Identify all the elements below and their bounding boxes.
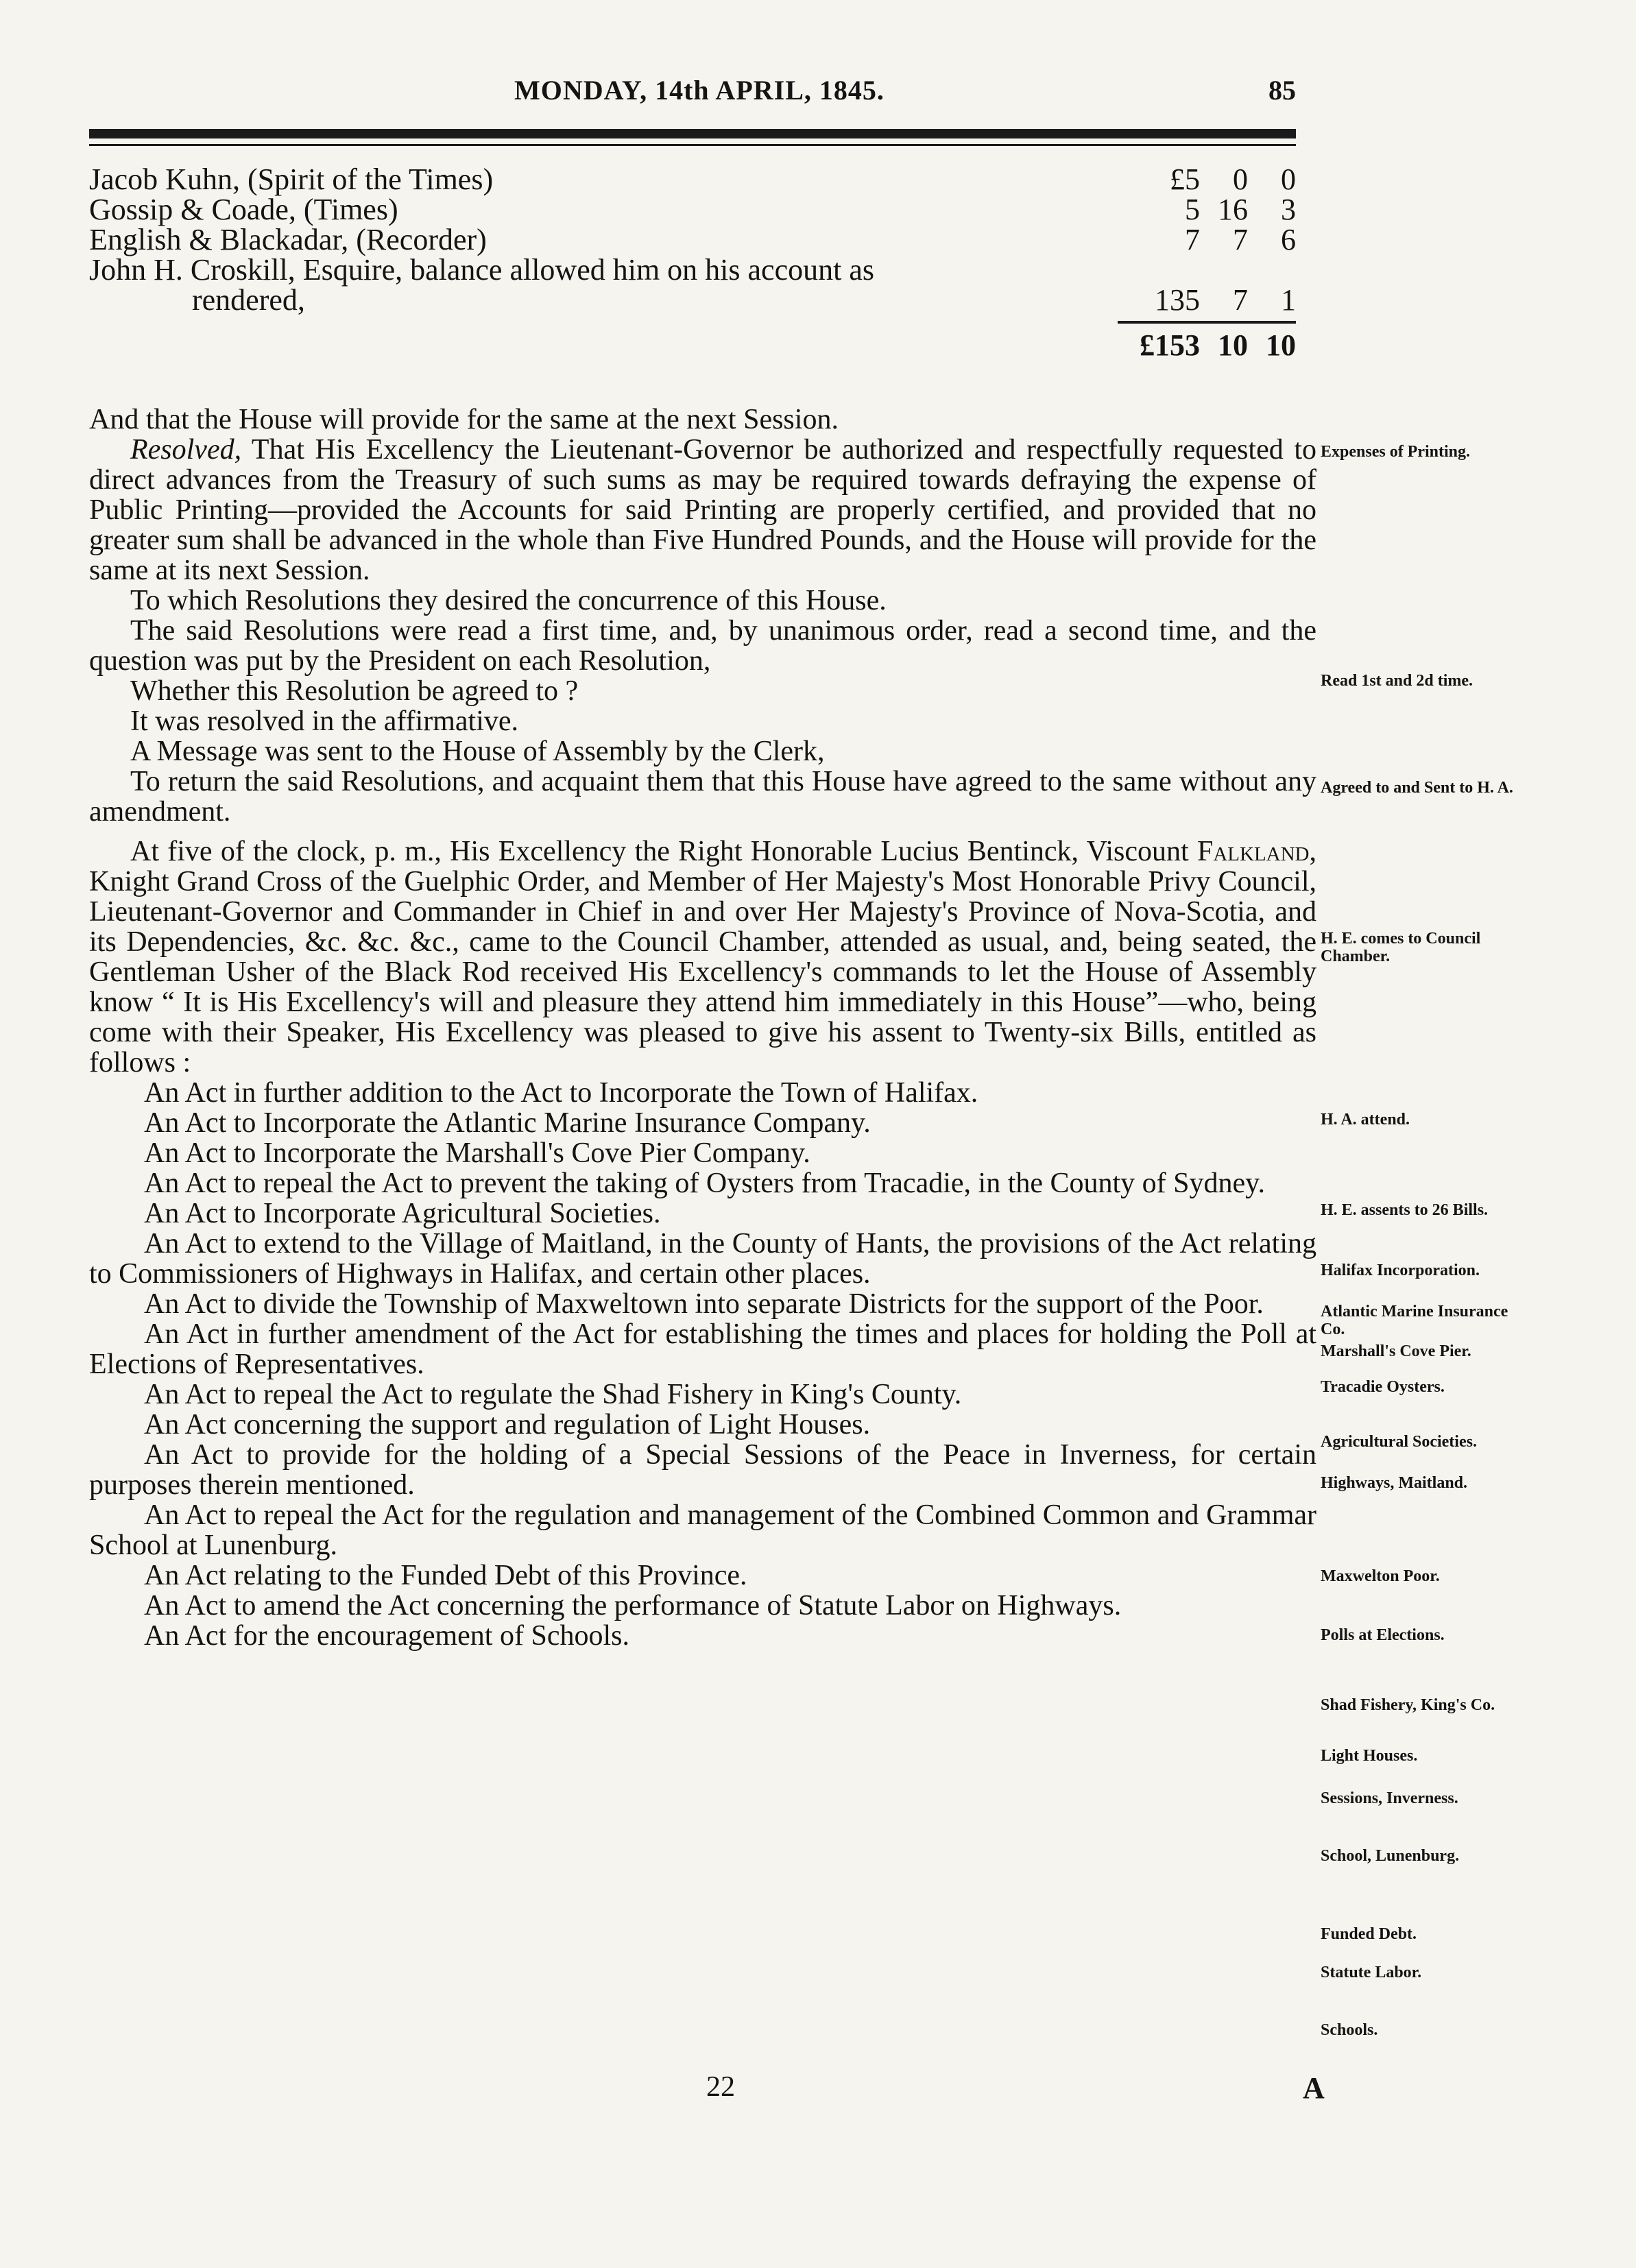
margin-note: H. E. comes to Council Chamber. (1321, 930, 1481, 965)
total-rule (1118, 321, 1296, 324)
margin-note: Agricultural Societies. (1321, 1433, 1477, 1451)
margin-note: H. E. assents to 26 Bills. (1321, 1201, 1489, 1219)
account-row (89, 162, 1296, 196)
act-item: An Act to provide for the holding of a Special Sessions of the Peace in Inverness, for certain purposes therein mentioned. (89, 1439, 1316, 1501)
account-row (89, 195, 1296, 225)
pounds: 7 (1185, 223, 1200, 256)
paragraph: It was resolved in the affirmative. (130, 705, 519, 737)
total-row (89, 328, 1296, 361)
paragraph: To which Resolutions they desired the concurrence of this House. (130, 585, 887, 616)
account-amount (1118, 195, 1296, 225)
margin-note: Polls at Elections. (1321, 1626, 1445, 1644)
resolved-text: That His Excellency the Lieutenant-Governor be authorized and respectfully requested to direct advances from the Treasury of such sums as may be required towards defraying the expense of Public Printing—provided the Accounts for said Printing are properly certified, and provided that no greater sum shall be advanced in the whole than Five Hundred Pounds, and the House will provide for the same at its next Session. (89, 434, 1316, 586)
account-name-line1: John H. Croskill, Esquire, balance allowed him on his account as (89, 253, 874, 287)
margin-note: Highways, Maitland. (1321, 1474, 1468, 1492)
page-header (89, 74, 1296, 122)
margin-note: Agreed to and Sent to H. A. (1321, 779, 1513, 797)
account-name: English & Blackadar, (Recorder) (89, 223, 487, 256)
act-item: An Act to Incorporate Agricultural Societies. (144, 1198, 661, 1229)
pence: 6 (1281, 223, 1296, 256)
paragraph: A Message was sent to the House of Assembly by the Clerk, (130, 736, 825, 767)
signature-letter: A (1303, 2071, 1325, 2105)
accounts-table (89, 162, 1296, 362)
shillings: 7 (1233, 283, 1248, 317)
total-pounds: £153 (1140, 328, 1200, 362)
account-row (89, 225, 1296, 255)
account-amount (1118, 285, 1296, 315)
act-item: An Act to extend to the Village of Maitland, in the County of Hants, the provisions of the Act relating to Commissioners of Highways in Halifax, and certain other places. (89, 1228, 1316, 1290)
pounds: 135 (1155, 283, 1200, 317)
governor-text-a: At five of the clock, p. m., His Excellency the Right Honorable Lucius Bentinck, Viscount (130, 836, 1197, 867)
act-item: An Act to repeal the Act for the regulation and management of the Combined Common and Grammar School at Lunenburg. (89, 1499, 1316, 1561)
margin-note: Light Houses. (1321, 1747, 1418, 1765)
margin-note: Shad Fishery, King's Co. (1321, 1696, 1495, 1714)
running-head: MONDAY, 14th APRIL, 1845. (514, 75, 885, 106)
margin-note: Maxwelton Poor. (1321, 1567, 1440, 1585)
margin-note: Funded Debt. (1321, 1925, 1417, 1943)
account-name: Jacob Kuhn, (Spirit of the Times) (89, 162, 494, 196)
margin-note: Halifax Incorporation. (1321, 1262, 1480, 1279)
spacer (89, 827, 1316, 836)
margin-note: Read 1st and 2d time. (1321, 672, 1473, 690)
margin-note: Atlantic Marine Insurance Co. (1321, 1303, 1508, 1338)
header-rule-thin (89, 144, 1296, 146)
act-item: An Act to amend the Act concerning the performance of Statute Labor on Highways. (144, 1590, 1122, 1621)
margin-note: School, Lunenburg. (1321, 1847, 1460, 1865)
margin-note: H. A. attend. (1321, 1111, 1410, 1129)
act-item: An Act in further addition to the Act to Incorporate the Town of Halifax. (144, 1077, 978, 1109)
margin-note: Sessions, Inverness. (1321, 1789, 1458, 1807)
act-item: An Act relating to the Funded Debt of this Province. (144, 1560, 747, 1591)
signature-mark: 22 (706, 2071, 735, 2103)
act-item: An Act to Incorporate the Marshall's Cove Pier Company. (144, 1137, 810, 1169)
total-pence: 10 (1266, 328, 1296, 362)
act-item: An Act to Incorporate the Atlantic Marine Insurance Company. (144, 1107, 871, 1139)
shillings: 0 (1233, 162, 1248, 196)
margin-note: Expenses of Printing. (1321, 443, 1471, 461)
act-item: An Act to repeal the Act to regulate the Shad Fishery in King's County. (144, 1379, 962, 1410)
account-amount (1118, 162, 1296, 196)
account-name: Gossip & Coade, (Times) (89, 193, 398, 226)
act-item: An Act to divide the Township of Maxweltown into separate Districts for the support of the Poor. (144, 1288, 1264, 1320)
act-item: An Act to repeal the Act to prevent the taking of Oysters from Tracadie, in the County of Sydney. (144, 1168, 1265, 1199)
shillings: 7 (1233, 223, 1248, 256)
account-row (89, 255, 1296, 315)
act-item: An Act concerning the support and regulation of Light Houses. (144, 1409, 871, 1440)
pounds: 5 (1185, 193, 1200, 226)
act-item: An Act for the encouragement of Schools. (144, 1620, 629, 1652)
account-name (89, 255, 1104, 315)
pence: 1 (1281, 283, 1296, 317)
governor-text-b: , Knight Grand Cross of the Guelphic Order, and Member of Her Majesty's Most Honorable Privy Council, Lieutenant-Governor and Commander in Chief in and over Her Majesty's Province of Nova-Scotia, and its Dependencies, &c. &c. &c., came to the Council Chamber, attended as usual, and, being seated, the Gentleman Usher of the Black Rod received His Excellency's commands to let the House of Assembly know “ It is His Excellency's will and pleasure they attend him immediately in this House”—who, being come with their Speaker, His Excellency was pleased to give his assent to Twenty-six Bills, entitled as follows : (89, 836, 1316, 1078)
pence: 0 (1281, 162, 1296, 196)
paragraph: The said Resolutions were read a first time, and, by unanimous order, read a second time, and the question was put by the President on each Resolution, (89, 615, 1316, 677)
paragraph: And that the House will provide for the same at the next Session. (89, 404, 839, 435)
paragraph-resolved (89, 435, 1316, 586)
margin-note: Statute Labor. (1321, 1964, 1422, 1981)
falkland-name: Falkland (1196, 836, 1310, 867)
main-text (89, 405, 1316, 1651)
account-amount (1118, 225, 1296, 255)
pounds: £5 (1170, 162, 1200, 196)
margin-note: Schools. (1321, 2021, 1378, 2039)
pence: 3 (1281, 193, 1296, 226)
total-shillings: 10 (1218, 328, 1248, 362)
page-number: 85 (1268, 75, 1296, 106)
margin-note: Tracadie Oysters. (1321, 1378, 1445, 1396)
paragraph: Whether this Resolution be agreed to ? (130, 675, 579, 707)
account-name-line2: rendered, (192, 283, 305, 317)
resolved-word: Resolved, (130, 434, 242, 466)
header-rule-thick (89, 129, 1296, 138)
margin-note: Marshall's Cove Pier. (1321, 1342, 1471, 1360)
paragraph-governor (89, 836, 1316, 1078)
total-amount (1118, 328, 1296, 361)
shillings: 16 (1218, 193, 1248, 226)
paragraph: To return the said Resolutions, and acquaint them that this House have agreed to the same without any amendment. (89, 766, 1316, 828)
act-item: An Act in further amendment of the Act for establishing the times and places for holding the Poll at Elections of Representatives. (89, 1318, 1316, 1380)
